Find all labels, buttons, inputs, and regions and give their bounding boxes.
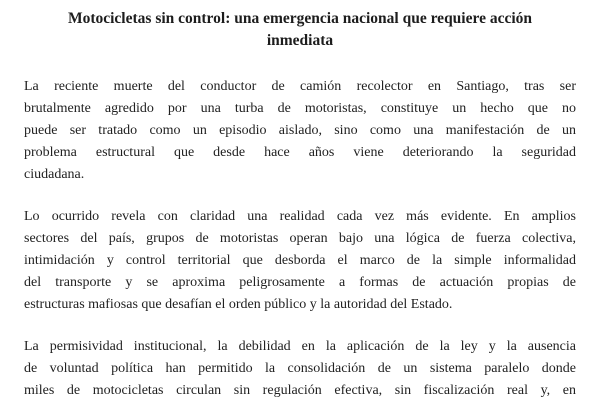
paragraph-line: estructuras mafiosas que desafían el orden público y la autoridad del Estado. <box>24 297 453 312</box>
paragraph-line: puede ser tratado como un episodio aislado, sino como una manifestación de un <box>24 123 576 138</box>
paragraph-2 <box>24 206 576 316</box>
paragraph-line: de voluntad política han permitido la consolidación de un sistema paralelo donde <box>24 361 576 376</box>
paragraph-line: Lo ocurrido revela con claridad una realidad cada vez más evidente. En amplios <box>24 209 576 224</box>
paragraph-line: intimidación y control territorial que desborda el marco de la simple informalidad <box>24 253 576 268</box>
page-title <box>24 8 576 52</box>
paragraph-3 <box>24 336 576 400</box>
paragraph-line: sectores del país, grupos de motoristas operan bajo una lógica de fuerza colectiva, <box>24 231 576 246</box>
page-title-line: Motocicletas sin control: una emergencia nacional que requiere acción <box>67 10 533 27</box>
paragraph-1 <box>24 76 576 186</box>
paragraph-line: La permisividad institucional, la debilidad en la aplicación de la ley y la ausencia <box>24 339 576 354</box>
paragraph-line: miles de motocicletas circulan sin regulación efectiva, sin fiscalización real y, en <box>24 383 576 398</box>
paragraph-line: ciudadana. <box>24 167 85 182</box>
paragraph-line: brutalmente agredido por una turba de motoristas, constituye un hecho que no <box>24 101 576 116</box>
paragraph-line: del transporte y se aproxima peligrosamente a formas de actuación propias de <box>24 275 576 290</box>
paragraph-line: La reciente muerte del conductor de camión recolector en Santiago, tras ser <box>24 79 576 94</box>
page-title-line: inmediata <box>266 32 334 49</box>
paragraph-line: problema estructural que desde hace años viene deteriorando la seguridad <box>24 145 576 160</box>
